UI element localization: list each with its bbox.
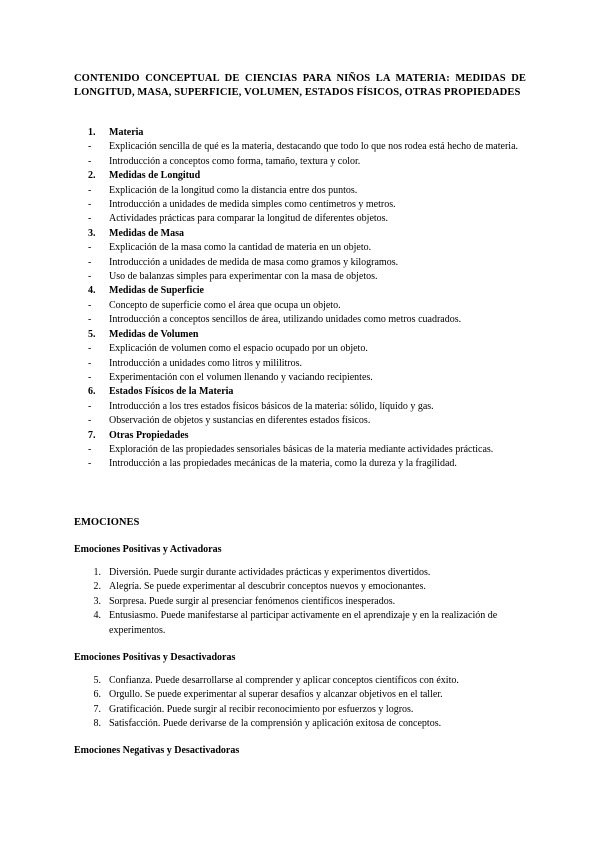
list-item: - Introducción a conceptos sencillos de área, utilizando unidades como metros cuadrados.: [88, 314, 462, 326]
list-item: 4. Entusiasmo. Puede manifestarse al participar activamente en el aprendizaje y en la realización de experimentos.: [93, 610, 498, 636]
list-item: 1. Diversión. Puede surgir durante actividades prácticas y experimentos divertidos.: [93, 567, 431, 578]
document-title: CONTENIDO CONCEPTUAL DE CIENCIAS PARA NIÑOS LA MATERIA: MEDIDAS DE LONGITUD, MASA, SUPERFICIE, VOLUMEN, ESTADOS FÍSICOS, OTRAS PROPIEDADES: [74, 73, 526, 98]
section-heading: 6. Estados Físicos de la Materia: [88, 386, 234, 398]
section-heading: 7. Otras Propiedades: [88, 429, 189, 441]
list-item: 3. Sorpresa. Puede surgir al presenciar fenómenos científicos inesperados.: [93, 595, 396, 607]
list-item: - Exploración de las propiedades sensoriales básicas de la materia mediante actividades prácticas.: [88, 443, 494, 455]
section-heading: 2. Medidas de Longitud: [88, 170, 201, 182]
list-item: - Experimentación con el volumen llenando y vaciando recipientes.: [88, 371, 373, 383]
list-item: - Explicación de volumen como el espacio ocupado por un objeto.: [88, 343, 368, 355]
list-item: 8. Satisfacción. Puede derivarse de la comprensión y aplicación exitosa de conceptos.: [93, 718, 442, 730]
section-heading: 4. Medidas de Superficie: [88, 285, 204, 297]
emotions-positive-deactivating-heading: Emociones Positivas y Desactivadoras: [74, 652, 236, 663]
emotions-positive-deactivating-list: [74, 674, 526, 732]
list-item: 2. Alegría. Se puede experimentar al descubrir conceptos nuevos y emocionantes.: [93, 581, 426, 593]
list-item: - Explicación de la masa como la cantidad de materia en un objeto.: [88, 242, 372, 254]
list-item: 7. Gratificación. Puede surgir al recibir reconocimiento por esfuerzos y logros.: [93, 703, 414, 715]
list-item: - Uso de balanzas simples para experimentar con la masa de objetos.: [88, 271, 378, 283]
list-item: - Introducción a las propiedades mecánicas de la materia, como la dureza y la fragilidad.: [88, 458, 457, 470]
list-item: - Actividades prácticas para comparar la longitud de diferentes objetos.: [88, 213, 389, 225]
list-item: 6. Orgullo. Se puede experimentar al superar desafíos y alcanzar objetivos en el taller.: [93, 689, 443, 701]
list-item: - Introducción a unidades de medida simples como centímetros y metros.: [88, 199, 396, 211]
list-item: - Introducción a conceptos como forma, tamaño, textura y color.: [88, 155, 361, 167]
list-item: - Introducción a unidades como litros y mililitros.: [88, 357, 303, 369]
section-heading: 5. Medidas de Volumen: [88, 328, 199, 340]
emotions-positive-activating-heading: Emociones Positivas y Activadoras: [74, 544, 222, 555]
list-item: - Explicación sencilla de qué es la materia, destacando que todo lo que nos rodea está hecho de materia.: [88, 141, 519, 153]
section-heading: 1. Materia: [88, 127, 144, 138]
list-item: - Concepto de superficie como el área que ocupa un objeto.: [88, 299, 341, 311]
list-item: - Observación de objetos y sustancias en diferentes estados físicos.: [88, 415, 371, 427]
emotions-positive-activating-list: [74, 566, 526, 638]
list-item: - Explicación de la longitud como la distancia entre dos puntos.: [88, 184, 358, 196]
list-item: 5. Confianza. Puede desarrollarse al comprender y aplicar conceptos científicos con éxito.: [93, 675, 459, 686]
section-heading: 3. Medidas de Masa: [88, 227, 184, 239]
list-item: - Introducción a unidades de medida de masa como gramos y kilogramos.: [88, 256, 399, 268]
emotions-negative-deactivating-heading: Emociones Negativas y Desactivadoras: [74, 745, 240, 756]
list-item: - Introducción a los tres estados físicos básicos de la materia: sólido, líquido y gas.: [88, 400, 434, 412]
sections-list: [74, 126, 526, 472]
emotions-title: EMOCIONES: [74, 517, 140, 528]
